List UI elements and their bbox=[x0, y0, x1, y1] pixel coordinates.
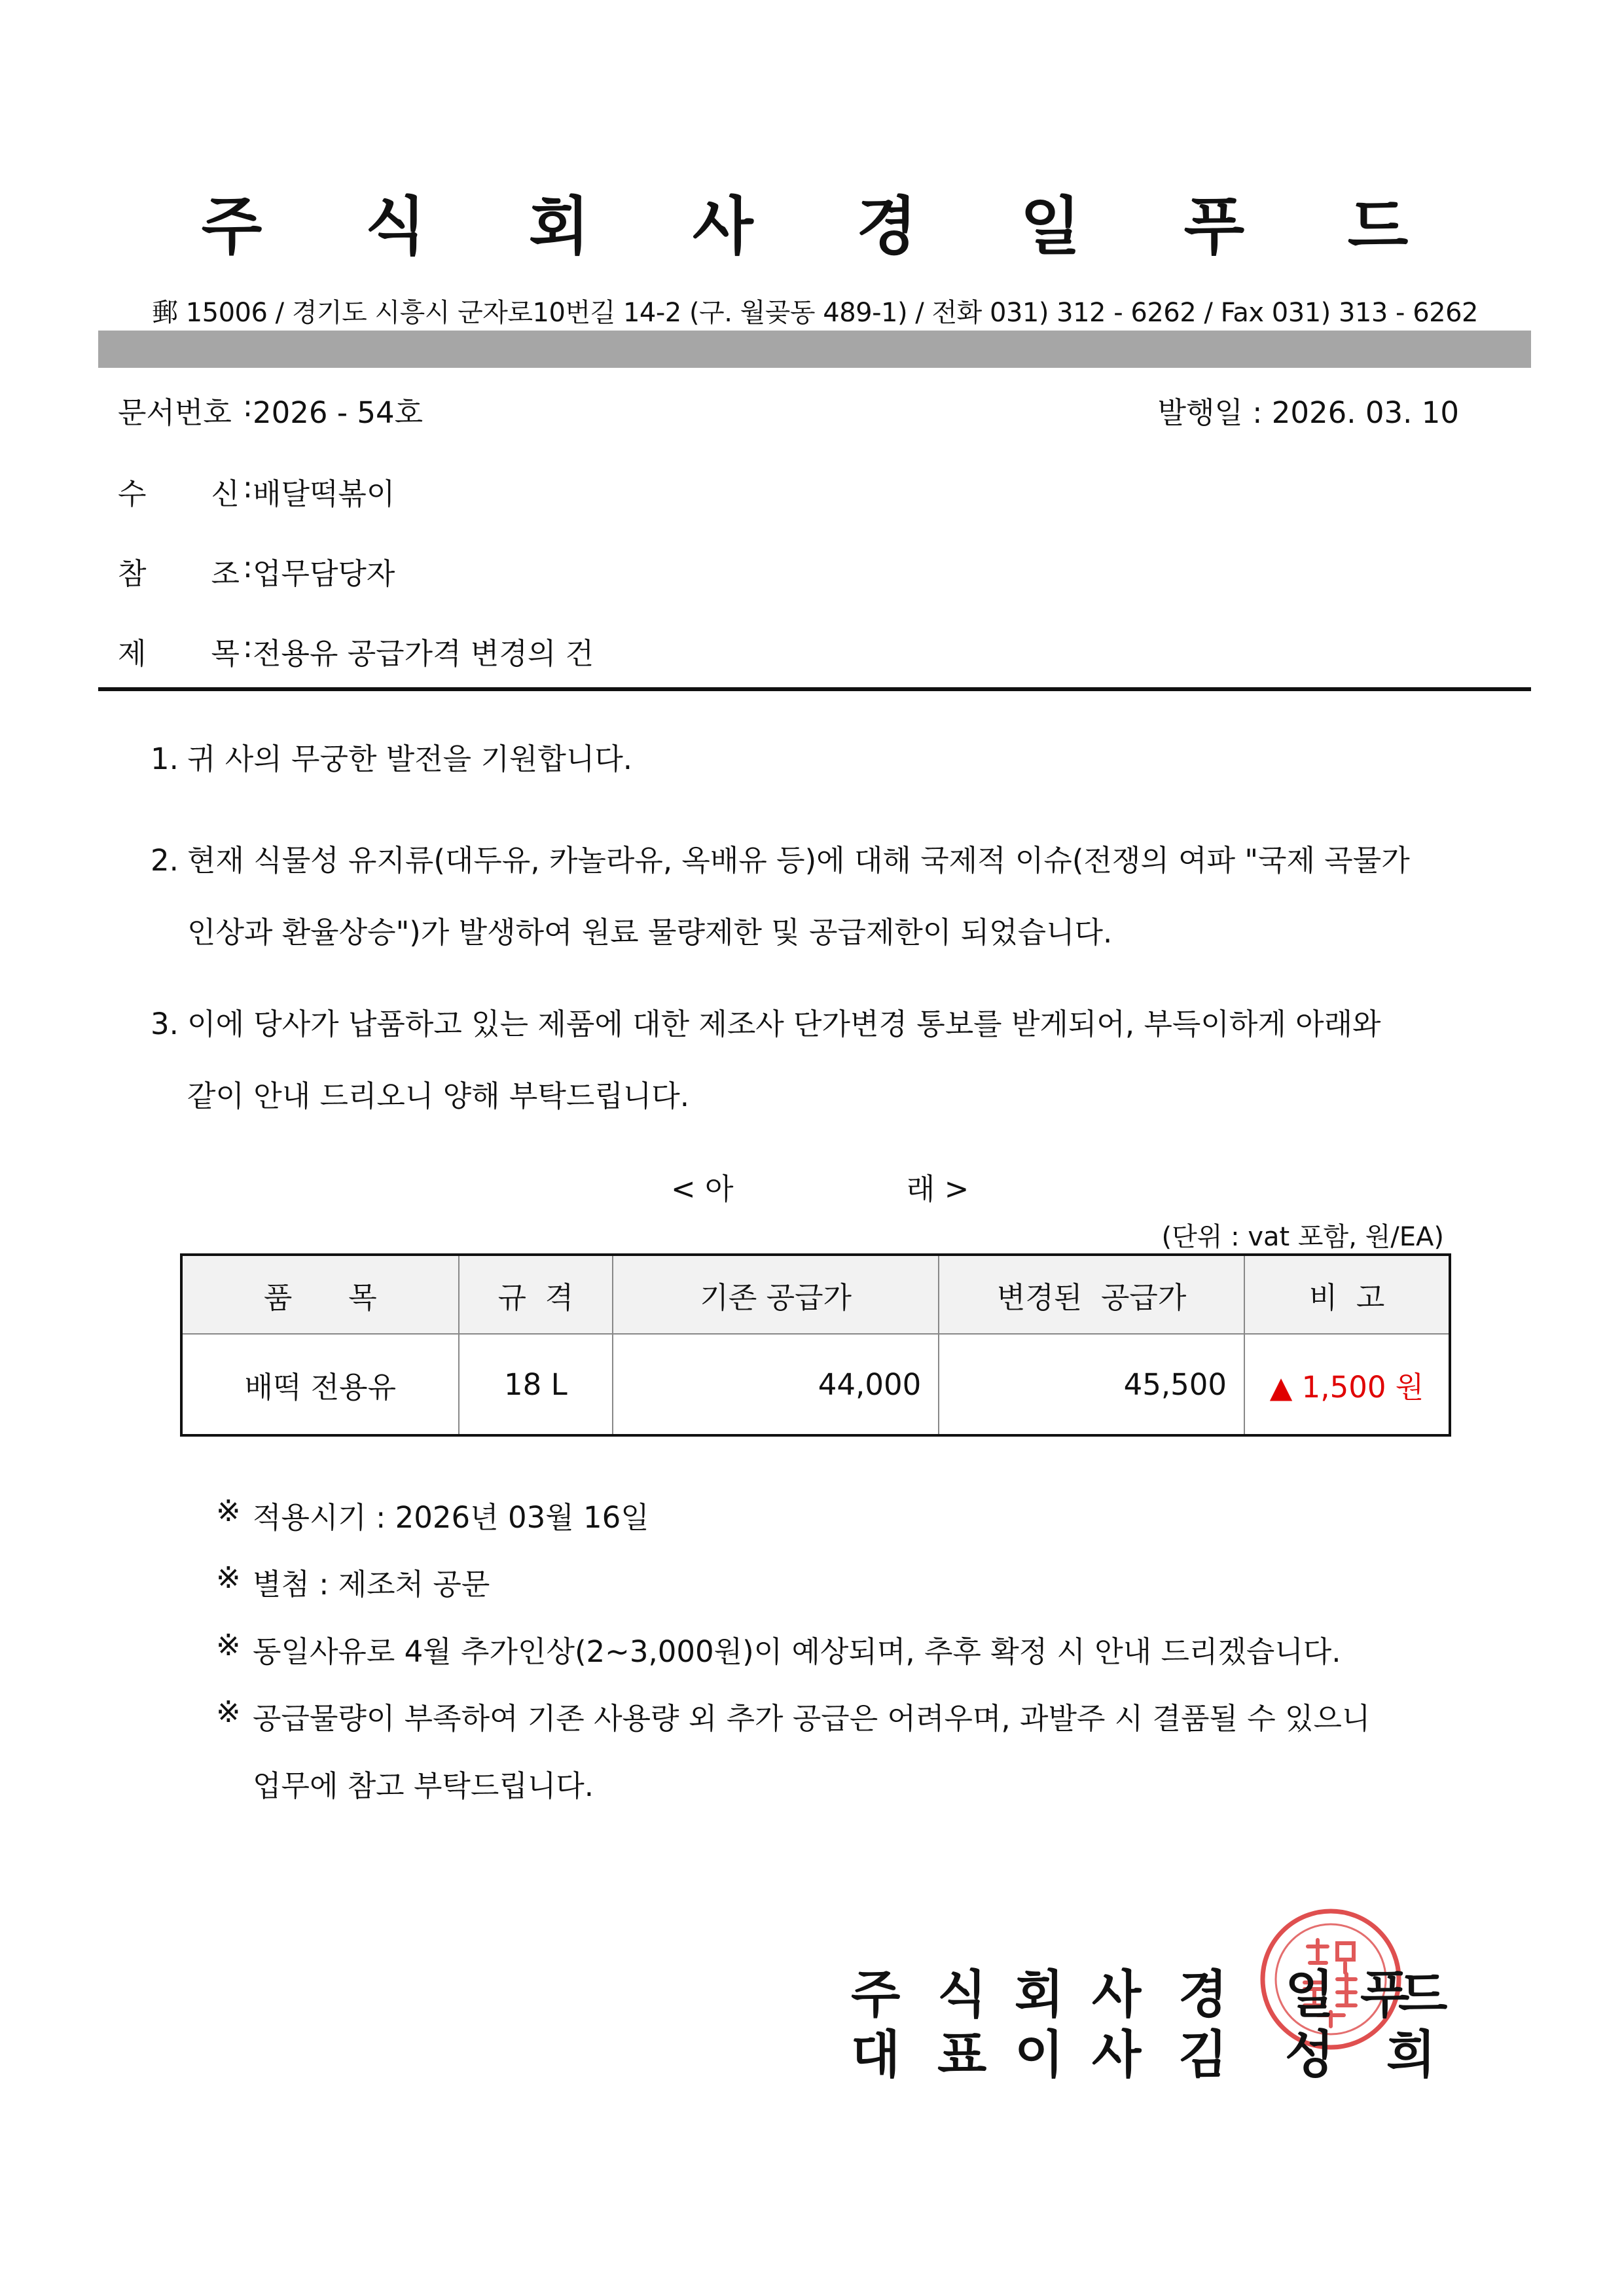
paragraph-1: 1. 귀 사의 무궁한 발전을 기원합니다. bbox=[151, 742, 633, 776]
header-rule bbox=[98, 687, 1531, 691]
item-name: 배떡 전용유 bbox=[181, 1334, 459, 1435]
doc-number-value: 2026 - 54호 bbox=[253, 395, 424, 430]
recipient-value: 배달떡볶이 bbox=[253, 476, 395, 511]
recipient-label-a: 수 bbox=[118, 476, 147, 511]
subject-label-b: 목 bbox=[211, 636, 240, 671]
old-price: 44,000 bbox=[613, 1334, 939, 1435]
table-row bbox=[181, 1334, 1450, 1435]
cc-label-a: 참 bbox=[118, 556, 147, 591]
header-new-price: 변경된 공급가 bbox=[939, 1255, 1244, 1334]
recipient-row: 수 신 : 배달떡볶이 bbox=[118, 470, 395, 511]
paragraph-3: 3. 이에 당사가 납품하고 있는 제품에 대한 제조사 단가변경 통보를 받게되어, 부득이하게 아래와 같이 안내 드리오니 양해 부탁드립니다. bbox=[151, 1007, 1381, 1113]
cc-value: 업무담당자 bbox=[253, 556, 395, 591]
paragraph-2: 2. 현재 식물성 유지류(대두유, 카놀라유, 옥배유 등)에 대해 국제적 이슈(전쟁의 여파 "국제 곡물가 인상과 환율상승")가 발생하여 원료 물량제한 및 공급제한이 되었습니다. bbox=[151, 843, 1410, 950]
table-header-row bbox=[181, 1255, 1450, 1334]
subject-row: 제 목 : 전용유 공급가격 변경의 건 bbox=[118, 630, 594, 671]
header-note: 비 고 bbox=[1244, 1255, 1450, 1334]
item-spec: 18 L bbox=[459, 1334, 613, 1435]
cc-label-b: 조 bbox=[211, 556, 240, 591]
subject-label-a: 제 bbox=[118, 636, 147, 671]
unit-note: (단위 : vat 포함, 원/EA) bbox=[1161, 1222, 1444, 1252]
header-old-price: 기존 공급가 bbox=[613, 1255, 939, 1334]
cc-row: 참 조 : 업무담당자 bbox=[118, 550, 395, 591]
address-line: 郵 15006 / 경기도 시흥시 군자로10번길 14-2 (구. 월곶동 489-1) / 전화 031) 312 - 6262 / Fax 031) 313 - 6262 bbox=[152, 298, 1478, 328]
company-title: 주 식 회 사 경 일 푸 드 bbox=[201, 190, 1449, 263]
recipient-label-b: 신 bbox=[211, 476, 240, 511]
header-spec: 규 격 bbox=[459, 1255, 613, 1334]
price-table bbox=[180, 1253, 1451, 1437]
issue-date: 발행일 : 2026. 03. 10 bbox=[1157, 395, 1459, 430]
doc-number-row: 문서번호 : 2026 - 54호 bbox=[118, 389, 424, 430]
price-increase-note: ▲ 1,500 원 bbox=[1244, 1334, 1450, 1435]
new-price: 45,500 bbox=[939, 1334, 1244, 1435]
header-divider-bar bbox=[98, 331, 1531, 368]
subject-value: 전용유 공급가격 변경의 건 bbox=[253, 636, 594, 671]
header-item: 품 목 bbox=[181, 1255, 459, 1334]
section-heading: < 아 래 > bbox=[671, 1172, 969, 1206]
